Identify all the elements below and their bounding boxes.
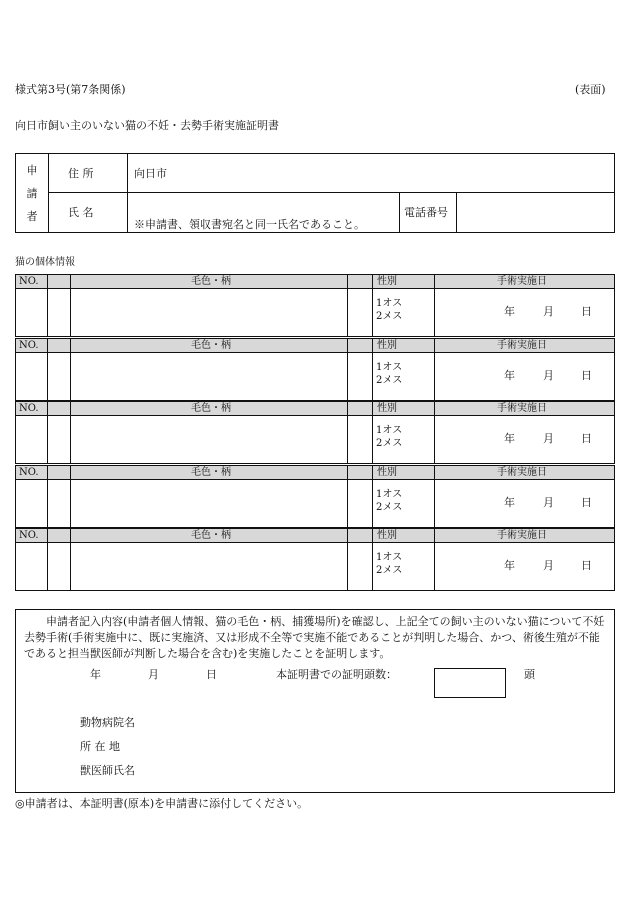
sex-option-female[interactable]: 2メス bbox=[376, 565, 403, 576]
sex-header: 性別 bbox=[377, 466, 397, 478]
cat-block bbox=[15, 274, 615, 337]
sex-option-female[interactable]: 2メス bbox=[376, 374, 403, 386]
date-month-label: 月 bbox=[543, 368, 554, 382]
cert-count-input[interactable] bbox=[434, 668, 506, 698]
date-year-label: 年 bbox=[504, 305, 515, 318]
color-header: 毛色・柄 bbox=[191, 466, 231, 478]
sex-option-female[interactable]: 2メス bbox=[376, 311, 403, 322]
cat-block bbox=[15, 528, 615, 591]
address-value: 向日市 bbox=[134, 167, 167, 180]
no-header: NO. bbox=[19, 403, 39, 414]
date-month-label: 月 bbox=[543, 495, 554, 509]
certification-text: 申請者記入内容(申請者個人情報、猫の毛色・柄、捕獲場所)を確認し、上記全ての飼い主のいない猫について不妊去勢手術(手術実施中に、既に実施済、又は形成不全等で実施不能であることが判明した場合、かつ、術後生殖が不能であると担当獣医師が判断した場合を含む)を実施したことを証明します。 bbox=[24, 615, 605, 660]
sex-header: 性別 bbox=[377, 530, 397, 541]
cat-color-field[interactable] bbox=[71, 416, 346, 463]
surgery-date-field[interactable] bbox=[504, 367, 592, 383]
color-header: 毛色・柄 bbox=[191, 530, 231, 541]
sex-option-male[interactable]: 1オス bbox=[376, 298, 403, 309]
no-header: NO. bbox=[19, 530, 39, 541]
location-label: 所 在 地 bbox=[80, 740, 120, 753]
sex-option-female[interactable]: 2メス bbox=[376, 438, 403, 449]
date-day-label: 日 bbox=[581, 305, 592, 318]
document-title: 向日市飼い主のいない猫の不妊・去勢手術実施証明書 bbox=[15, 119, 279, 132]
no-header: NO. bbox=[19, 466, 39, 478]
cat-no-field[interactable] bbox=[17, 480, 46, 527]
cat-no-field[interactable] bbox=[17, 416, 46, 463]
surgery-date-field[interactable] bbox=[504, 430, 592, 446]
cat-color-field[interactable] bbox=[71, 480, 346, 527]
cert-date-month-label: 月 bbox=[148, 668, 159, 681]
cat-no-field[interactable] bbox=[17, 353, 46, 400]
surgery-date-header: 手術実施日 bbox=[497, 466, 547, 478]
date-year-label: 年 bbox=[504, 432, 515, 445]
applicant-label-char: 申 bbox=[26, 164, 38, 177]
sex-option-male[interactable]: 1オス bbox=[376, 488, 403, 500]
no-header: NO. bbox=[19, 276, 39, 287]
color-header: 毛色・柄 bbox=[191, 339, 231, 351]
surgery-date-header: 手術実施日 bbox=[497, 339, 547, 351]
sex-header: 性別 bbox=[377, 339, 397, 351]
sex-options[interactable] bbox=[376, 424, 402, 450]
date-month-label: 月 bbox=[543, 305, 554, 318]
sex-option-male[interactable]: 1オス bbox=[376, 425, 403, 436]
cat-block bbox=[15, 401, 615, 464]
applicant-label-char: 者 bbox=[26, 210, 38, 223]
surgery-date-field[interactable] bbox=[504, 494, 592, 510]
surgery-date-field[interactable] bbox=[504, 557, 592, 573]
sex-option-female[interactable]: 2メス bbox=[376, 501, 403, 513]
date-day-label: 日 bbox=[581, 368, 592, 382]
sex-options[interactable] bbox=[376, 361, 402, 387]
form-number: 様式第3号(第7条関係) bbox=[15, 83, 126, 96]
name-label: 氏 名 bbox=[68, 206, 94, 219]
footer-note: ◎申請者は、本証明書(原本)を申請書に添付してください。 bbox=[15, 797, 309, 810]
date-year-label: 年 bbox=[504, 559, 515, 572]
cert-count-unit: 頭 bbox=[524, 668, 535, 681]
date-day-label: 日 bbox=[581, 495, 592, 509]
phone-field[interactable] bbox=[457, 193, 613, 232]
applicant-table bbox=[15, 153, 615, 233]
vet-label: 獣医師氏名 bbox=[80, 764, 135, 777]
cat-block bbox=[15, 465, 615, 528]
date-day-label: 日 bbox=[581, 432, 592, 445]
sex-option-male[interactable]: 1オス bbox=[376, 552, 403, 563]
sex-options[interactable] bbox=[376, 551, 402, 577]
no-header: NO. bbox=[19, 339, 39, 351]
cert-date-day-label: 日 bbox=[206, 668, 217, 681]
surgery-date-header: 手術実施日 bbox=[497, 530, 547, 541]
applicant-label-char: 請 bbox=[26, 187, 38, 200]
cat-color-field[interactable] bbox=[71, 289, 346, 336]
cat-color-field[interactable] bbox=[71, 353, 346, 400]
cat-block bbox=[15, 338, 615, 401]
sex-option-male[interactable]: 1オス bbox=[376, 361, 403, 373]
cert-date-year-label: 年 bbox=[90, 668, 101, 681]
side-label: (表面) bbox=[575, 83, 606, 96]
phone-label: 電話番号 bbox=[404, 206, 448, 219]
cat-no-field[interactable] bbox=[17, 289, 46, 336]
sex-header: 性別 bbox=[377, 403, 397, 414]
cat-color-field[interactable] bbox=[71, 543, 346, 590]
name-note: ※申請書、領収書宛名と同一氏名であること。 bbox=[134, 218, 365, 231]
surgery-date-header: 手術実施日 bbox=[497, 403, 547, 414]
sex-options[interactable] bbox=[376, 488, 402, 514]
surgery-date-header: 手術実施日 bbox=[497, 276, 547, 287]
date-year-label: 年 bbox=[504, 495, 515, 509]
address-label: 住 所 bbox=[68, 167, 94, 180]
cat-info-title: 猫の個体情報 bbox=[15, 257, 75, 268]
sex-header: 性別 bbox=[377, 276, 397, 287]
date-day-label: 日 bbox=[581, 559, 592, 572]
hospital-label: 動物病院名 bbox=[80, 716, 135, 729]
cert-count-label: 本証明書での証明頭数： bbox=[276, 668, 397, 681]
date-month-label: 月 bbox=[543, 432, 554, 445]
cat-no-field[interactable] bbox=[17, 543, 46, 590]
color-header: 毛色・柄 bbox=[191, 403, 231, 414]
surgery-date-field[interactable] bbox=[504, 303, 592, 319]
date-month-label: 月 bbox=[543, 559, 554, 572]
color-header: 毛色・柄 bbox=[191, 276, 231, 287]
certification-box bbox=[15, 609, 615, 793]
date-year-label: 年 bbox=[504, 368, 515, 382]
sex-options[interactable] bbox=[376, 297, 402, 323]
